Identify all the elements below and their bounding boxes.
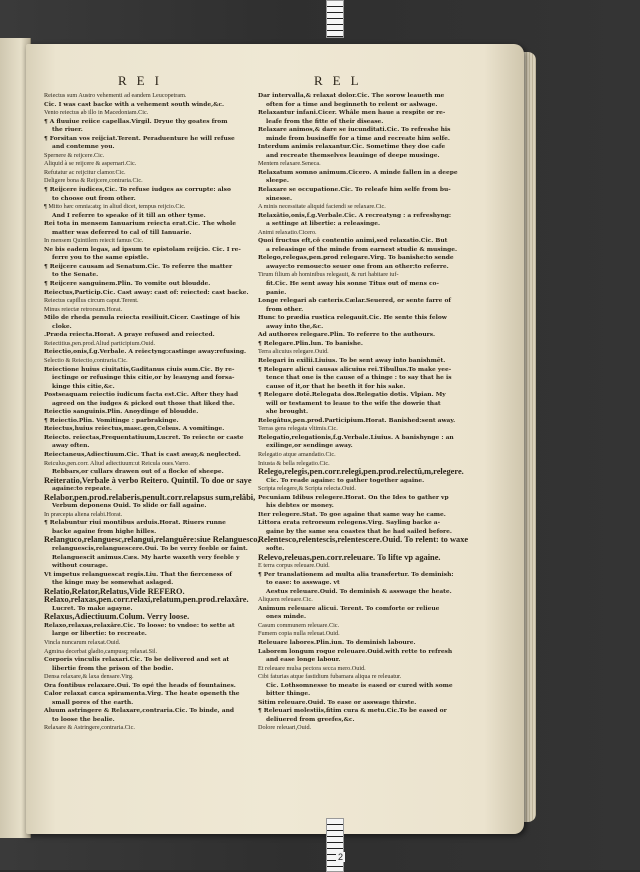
text-line: Cic. Lothsomnesse to meate is eased or cured with some (266, 681, 453, 689)
text-line: Dolore releuari,Ouid. (258, 724, 312, 732)
text-line: ¶ Reijcere causam ad Senatum.Cic. To referre the matter (44, 262, 233, 270)
text-line: Relegatio,relegationis,f.g.Verbale.Liuius. A banishynge : an (258, 433, 454, 441)
text-line: Reiectus,huius reiectus,masc.gen,Celsus. A vomitinge. (44, 425, 225, 433)
text-line: Aestus releuare.Ouid. To deminish & asswage the heate. (266, 587, 452, 595)
text-line: without courage. (52, 562, 108, 570)
text-line: Reiectitius,pen.prod.Aliud participium.Ouid. (44, 339, 156, 347)
text-line: And I referre to speake of it till an other tyme. (52, 211, 206, 219)
text-line: exilinge,or sendinge away. (266, 442, 353, 450)
text-line: away into the,&c. (266, 322, 324, 330)
text-line: sinesse. (266, 194, 293, 202)
text-line: Relaxare animos,& dare se iucunditati.Cic. To refreshe his (258, 126, 451, 134)
text-line: Densa relaxare,& laxa densare.Virg. (44, 673, 134, 681)
text-line: Verbum deponens Ouid. To slide or fall againe. (52, 502, 207, 510)
text-line: Reiculus,pen.corr. Aliud adiectiuum:ut Reicula oues.Varro. (44, 459, 190, 467)
text-line: ones minde. (266, 613, 306, 621)
text-line: E terra corpus releuare.Ouid. (258, 562, 330, 570)
text-line: Casum communem releuare.Cic. (258, 621, 340, 629)
text-line: Ad authores relegare.Plin. To referre to the authours. (258, 331, 436, 339)
text-line: Vt impetus relanguescat regis.Liu. That the fierceness of (44, 570, 232, 578)
text-line: Pecuniam Idibus relegere.Horat. On the Ides to gather vp (258, 493, 449, 501)
text-line: Vincla nuncarum relaxat.Ouid. (44, 639, 121, 646)
text-line: bitter thinge. (266, 690, 311, 698)
text-line: ¶ Reijcere iudices,Cic. To refuse iudges as corrupte: also (44, 186, 231, 194)
text-line: the riuer. (52, 126, 83, 134)
text-line: Cibi faturias atque fastidium fubamara aliqua re releuatur. (258, 673, 402, 681)
text-line: Deligere bona & Reijcere,contraria.Cic. (44, 177, 143, 185)
text-line: Tirum filium ab hominibus relegauit, & ruri habitare iuf- (258, 271, 399, 279)
text-line: Rebbars,or cullars drawen out of a flocke of sheepe. (52, 468, 224, 476)
text-line: Milo de rheda penula reiecta resiliuit.Cicer. Castinge of his (44, 314, 240, 322)
text-line: gaine by the same sea coastes that he had sailed before. (266, 527, 452, 535)
text-line: often for a time and beginneth to relent or aslwage. (266, 100, 438, 108)
text-line: Animi relaxatio.Cicero. (258, 228, 317, 236)
text-line: ¶ Forsitan vos reijciat.Terent. Peraduenture he will refuse (44, 134, 235, 142)
text-line: againe:to repeate. (52, 485, 112, 493)
text-line: Aliquem releuare.Cic. (258, 596, 313, 604)
text-line: Iter relegere.Stat. To goe againe that same way he came. (258, 510, 446, 518)
text-line: panie. (266, 288, 287, 296)
text-line: Quoi fructus eft,cô contentio animi,sed relaxatio.Cic. But (258, 237, 448, 245)
text-line: Relaxus,Adiectiuum.Colum. Verry loose. (44, 612, 190, 622)
text-line: Reiectus capillus circum caput.Terent. (44, 297, 139, 305)
text-line: and contemne you. (52, 143, 115, 151)
text-line: Relaxo,relaxas,relaxâre.Cic. To loose: to vndoe: to sette at (44, 621, 235, 629)
text-line: Relatio,Relator,Relatus,Vide REFERO. (44, 586, 185, 596)
text-line: Releuare labores.Plin.iun. To deminish laboure. (258, 639, 416, 646)
text-line: Agmina decerbat gladio,campusq; relaxat.Sil. (44, 647, 158, 655)
text-line: away often. (52, 442, 90, 450)
text-line: ¶ Per translationem ad multa alia transfertur. To deminish: (258, 570, 454, 578)
text-line: his debtes or money. (266, 502, 334, 510)
text-line: Postseaquam reiectio iudicum facta est.Cic. After they had (44, 391, 239, 399)
text-line: Relaxare se occupatione.Cic. To releafe him selfe from bu- (258, 186, 451, 194)
text-line: Relego,relegis,pen.corr.relegi,pen.prod.relectû,m,relegere. (258, 467, 464, 477)
text-line: and ease longe labour. (266, 656, 341, 664)
text-line: Aliquid à se reijcere & aspernari.Cic. (44, 160, 137, 168)
measuring-ruler-bottom (326, 818, 344, 872)
text-line: Relanguescit animus.Cæs. My harte waxeth very feeble y (52, 553, 240, 561)
text-line: softe. (266, 544, 285, 552)
text-line: Sitim releuare.Ouid. To ease or asswage thirste. (258, 698, 417, 706)
text-line: Aluum astringere & Relaxare,contraria.Cic. To binde, and (44, 707, 234, 715)
text-line: leafe from the fitte of their disease. (266, 117, 384, 125)
text-line: Relentesco,relentescis,relentescere.Ouid. To relent: to waxe (258, 535, 469, 545)
text-line: Reiecto. reiectas,Frequentatiuum,Lucret. To reiecte or caste (44, 433, 244, 441)
ruler-number: 2 (338, 852, 344, 862)
text-line: ¶ Reiectio.Plin. Vomitinge : parbrakinge. (44, 416, 179, 424)
text-line: Mentem relaxare.Seneca. (258, 160, 321, 168)
text-line: to ease: to asswage. vt (266, 579, 340, 587)
text-line: and recreate themselves leauinge of deepe musinge. (266, 151, 440, 159)
text-line: Cic. To reade againe: to gather together againe. (266, 476, 425, 484)
text-line: Vento reiectus ab illo in Macedoniam.Cic. (44, 109, 149, 117)
text-line: Iniusta & bella relegatio.Cic. (258, 459, 330, 467)
text-line: relanguescis,relanguescere.Oui. To be verry feeble or faint. (52, 544, 248, 552)
text-line: Terras gens relegata vltimis.Cic. (258, 425, 338, 433)
text-line: ¶ Relabuntur riui montibus arduis.Horat. Riuers runne (44, 519, 226, 527)
text-line: ¶ Relegare.Plin.lun. To banishe. (258, 339, 363, 347)
text-line: Laborem longum roque releuare.Ouid.with rette to refresh (258, 647, 453, 655)
text-line: Relaxo,relaxas,pen.corr.relaxi,relatum,pen.prod.relaxâre. (44, 595, 249, 605)
text-line: Terra alicuius relegare.Ouid. (258, 348, 329, 356)
running-head-left: REI (118, 73, 169, 88)
text-line: Dar intervalla,& relaxat dolor.Cic. The sorow leaueth me (258, 92, 445, 99)
text-line: Corporis vinculis relaxari.Cic. To be delivered and set at (44, 656, 230, 664)
text-line: Relaxâtio,onis,f.g.Verbale.Cic. A recreatyng : a refreshyng: (258, 211, 452, 219)
text-line: awaye:to remoue:to seuer one from an other:to referre. (266, 262, 449, 270)
text-line: Reiteratio,Verbale à verbo Reitero. Quintil. To doe or saye (44, 475, 252, 485)
text-line: Et releuare mulsa pectora secca mero.Ouid. (258, 664, 366, 672)
text-line: Reiectio sanguinis.Plin. Anoydinge of bloudde. (44, 408, 199, 416)
text-line: backe againe from highe hilles. (52, 527, 157, 535)
text-line: Relegâtus,pen.prod.Participium.Horat. Banished:sent away. (258, 416, 456, 424)
text-line: Refutatur ac reijcitur clamor.Cic. (44, 168, 126, 176)
text-line: Lucret. To make agayne. (52, 604, 133, 612)
measuring-ruler-top (326, 0, 344, 38)
text-line: Reiectus sum Austro vehementi ad eandem Leucopetram. (44, 92, 187, 99)
text-line: deliuered from greefes,&c. (266, 715, 355, 723)
text-line: In mensem Quintilem reiecit famus Cic. (44, 237, 144, 245)
text-line: Animum releuare alicui. Terent. To comforte or relieue (258, 604, 440, 612)
text-line: ¶ Mitto hæc omnia:atq; in aliud dicet, tempus reijcio.Cic. (44, 203, 186, 211)
text-line: Interdum animis relaxantur.Cic. Sometime they doe cafe (258, 143, 446, 151)
text-line: Ne bis eadem legas, ad ipsum te epistolam reijcio. Cic. I re- (44, 245, 241, 253)
text-line: Ora fontibus relaxare.Oui. To opé the heads of fountaines. (44, 681, 236, 689)
text-line: agreed on the iudges & picked out those that liked the. (52, 399, 235, 407)
text-line: to choose out from other. (52, 194, 136, 202)
text-line: .Præda reiecta.Horat. A praye refused and reiected. (44, 331, 215, 339)
text-line: cloke. (52, 322, 72, 330)
text-line: she brought. (266, 408, 309, 416)
left-column (44, 92, 260, 733)
text-line: from other. (266, 305, 304, 313)
text-line: Relegatio atque amandatio.Cic. (258, 450, 336, 458)
text-line: Cic. I was cast backe with a vehement south winde,&c. (44, 100, 225, 108)
text-line: libertie from the prison of the bodie. (52, 664, 174, 672)
text-line: Rei tota in mensem Ianuarium reiecta erat.Cic. The whole (44, 220, 237, 228)
text-line: Minus reiectæ retrorsum.Horat. (44, 305, 123, 313)
text-line: a settinge at libertie: a releasinge. (266, 220, 381, 228)
text-line: small pores of the earth. (52, 698, 134, 706)
text-line: In præcepta aliena relabi.Horat. (44, 510, 123, 518)
text-line: large or libertie: to recreate. (52, 630, 147, 638)
text-line: the kinge may be somewhat aslaged. (52, 579, 174, 587)
right-column (258, 92, 476, 733)
text-line: ¶ Reijcere sanguinem.Plin. To vomite out bloudde. (44, 280, 211, 288)
text-line: cause of it,or that he beeth it for his sake. (266, 382, 406, 390)
text-line: Spernere & reijcere.Cic. (44, 151, 105, 159)
text-line: Scripta relegere,& Scripta relecta.Ouid. (258, 485, 356, 493)
text-line: a releasinge of the minde from earnest studie & musinge. (266, 245, 458, 253)
text-line: Littora erata retrorsum relegens.Virg. Sayling backe a- (258, 519, 441, 527)
text-line: ¶ A fluuiue reiice capellas.Virgil. Dryue thy goates from (44, 117, 228, 125)
text-line: ¶ Relegare alicui causas alicuius rei.Tibullus.To make yee- (258, 365, 452, 373)
text-line: Relaxare & Astringere,contraria.Cic. (44, 724, 135, 732)
text-line: sleepe. (266, 177, 289, 185)
text-line: Reiectaneus,Adiectiuum.Cic. That is cast away,& neglected. (44, 450, 241, 458)
text-line: Longe relegari ab cæteris.Cælar.Seuered, or sente farre of (258, 297, 451, 305)
text-line: Relanguco,relanguesc,relangui,relanguêre:siue Relanguesco, (44, 535, 260, 545)
text-line: Relego,relegas,pen.prod relegare.Virg. To banishe:to sende (258, 254, 454, 262)
text-line: kinge this citie,&c. (52, 382, 115, 390)
text-line: Selectio & Reiectio,contraria.Cic. (44, 356, 128, 364)
text-line: Hunc to prædia rustica relegauit.Cic. He sente this felow (258, 314, 447, 322)
text-line: Calor relaxat cæca spiramenta.Virg. The heate openeth the (44, 690, 240, 698)
text-line: Relaxatum somno animum.Cicero. A minde fallen in a deepe (258, 168, 458, 176)
text-line: to loose the bealie. (52, 715, 115, 723)
text-line: Relabor,pen.prod.relaberis,penult.corr.relapsus sum,relâbi, (44, 492, 256, 502)
running-head-right: REL (314, 73, 369, 88)
text-line: to the Senate. (52, 271, 99, 279)
text-line: will or testament to leaue to the wife the dowrie that (266, 399, 441, 407)
text-line: tence that one is the cause of a thinge : to say that he is (266, 374, 452, 382)
text-line: ¶ Relegare dotē.Relegata dos.Relegatio dotis. Vlpian. My (258, 391, 446, 399)
text-line: A minis necessitate aliquid faciendi se relaxare.Cic. (258, 203, 386, 211)
text-line: Reiectus,Particip.Cic. Cast away: cast of: reiected: cast backe. (44, 288, 249, 296)
text-line: Reiectio,onis,f.g.Verbale. A reiectyng:castinge away:refusing. (44, 348, 247, 356)
text-line: fit.Cic. He sent away his sonne Titus out of mens co- (266, 280, 439, 288)
text-line: ferre you to the same epistle. (52, 254, 149, 262)
text-line: minde from busineffe for a time and recreate him selfe. (266, 134, 450, 142)
text-line: Relevo,releuas,pen.corr.releuare. To lifte vp againe. (258, 552, 441, 562)
text-line: Fumem copia nulla releuat.Ouid. (258, 630, 340, 638)
text-line: iectinge or refusinge this citie,or by leauyng and forsa- (52, 374, 235, 382)
text-line: Relegari in exilii.Liuius. To be sent away into banishmēt. (258, 356, 446, 364)
text-line: matter was deferred to cal of till Ianuarie. (52, 228, 192, 236)
text-line: ¶ Releuari molestiis,fitim cura & metu.Cic.To be eased or (258, 707, 447, 715)
text-line: Relaxantur infani.Cicer. Whâle men haue a respite or re- (258, 109, 446, 117)
text-line: Reiectione huius ciuitatis,Gaditanus ciuis sum.Cic. By re- (44, 365, 235, 373)
